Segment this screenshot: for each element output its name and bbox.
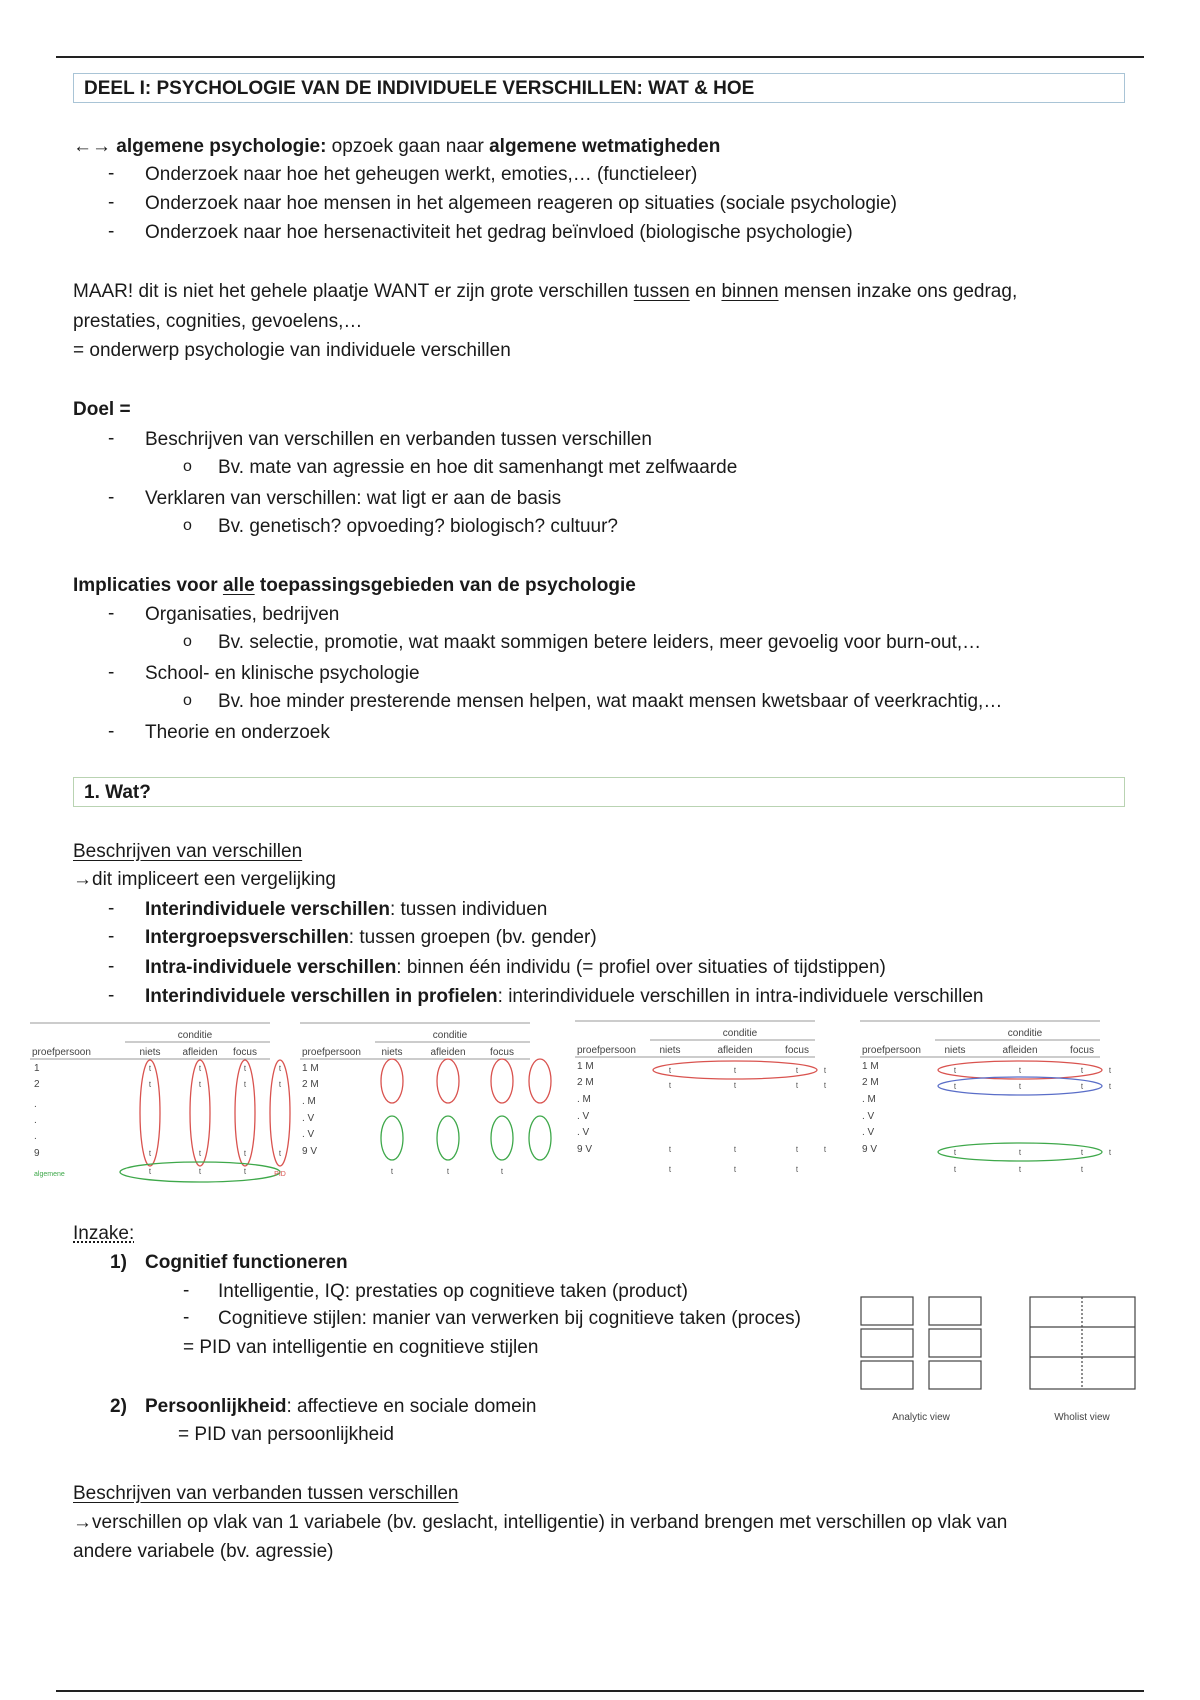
item1-subitem: Intelligentie, IQ: prestaties op cognitieve taken (product)	[218, 1281, 688, 1302]
maar-paragraph-line3: = onderwerp psychologie van individuele verschillen	[73, 340, 511, 361]
svg-text:. V: . V	[862, 1127, 875, 1138]
analytic-wholist-figure	[855, 1295, 1145, 1425]
svg-text:t: t	[148, 1080, 152, 1089]
wholist-view-grid	[1030, 1297, 1135, 1389]
svg-text:1 M: 1 M	[862, 1061, 879, 1072]
svg-text:t: t	[953, 1165, 957, 1174]
svg-text:2 M: 2 M	[577, 1077, 594, 1088]
svg-text:t: t	[668, 1145, 672, 1154]
svg-text:afleiden: afleiden	[1002, 1045, 1038, 1056]
table-person-label: proefpersoon	[32, 1047, 91, 1058]
relations-heading: Beschrijven van verbanden tussen verschillen	[73, 1483, 459, 1504]
item1-subitem: Cognitieve stijlen: manier van verwerken bij cognitieve taken (proces)	[218, 1308, 801, 1329]
implications-item: Organisaties, bedrijven	[145, 604, 340, 625]
svg-text:proefpersoon: proefpersoon	[862, 1045, 921, 1056]
table-2	[300, 1023, 551, 1176]
item2-title: Persoonlijkheid: affectieve en sociale domein	[145, 1396, 537, 1417]
svg-text:t: t	[668, 1081, 672, 1090]
implications-title: Implicaties voor alle toepassingsgebieden van de psychologie	[73, 575, 636, 596]
difference-type-item: Interindividuele verschillen in profielen: interindividuele verschillen in intra-individuele verschillen	[145, 986, 984, 1007]
svg-text:niets: niets	[381, 1047, 403, 1058]
svg-text:t: t	[733, 1066, 737, 1075]
wholist-view-label: Wholist view	[1054, 1412, 1110, 1423]
table-col-label: niets	[139, 1047, 161, 1058]
difference-type-item: Intra-individuele verschillen: binnen één individu (= profiel over situaties of tijdstippen)	[145, 957, 886, 978]
table-row-label: .	[34, 1099, 37, 1110]
svg-text:t: t	[823, 1081, 827, 1090]
svg-text:t: t	[953, 1148, 957, 1157]
condition-tables-figure	[30, 1018, 1140, 1193]
table-condition-label: conditie	[177, 1030, 213, 1041]
item1-pid: = PID van intelligentie en cognitieve stijlen	[183, 1337, 539, 1358]
svg-text:. V: . V	[577, 1111, 590, 1122]
red-ellipse	[381, 1059, 403, 1103]
analytic-view-grid	[861, 1297, 981, 1389]
svg-text:t: t	[1080, 1082, 1084, 1091]
svg-text:t: t	[148, 1149, 152, 1158]
doel-title: Doel =	[73, 399, 131, 420]
describe-arrow-line: →dit impliceert een vergelijking	[73, 869, 336, 890]
svg-text:t: t	[243, 1167, 247, 1176]
svg-text:t: t	[668, 1165, 672, 1174]
svg-text:focus: focus	[1070, 1045, 1094, 1056]
table-4	[860, 1021, 1112, 1174]
svg-text:t: t	[1018, 1165, 1022, 1174]
svg-text:t: t	[390, 1167, 394, 1176]
svg-text:t: t	[198, 1149, 202, 1158]
svg-text:. M: . M	[302, 1096, 316, 1107]
implications-item: Theorie en onderzoek	[145, 722, 330, 743]
svg-text:conditie: conditie	[722, 1028, 758, 1039]
doel-item: Verklaren van verschillen: wat ligt er aan de basis	[145, 488, 562, 509]
svg-text:t: t	[278, 1149, 282, 1158]
svg-text:t: t	[148, 1064, 152, 1073]
inzake-heading: Inzake:	[73, 1223, 135, 1244]
implications-subitem: Bv. hoe minder presterende mensen helpen, wat maakt mensen kwetsbaar of veerkrachtig,…	[218, 691, 1003, 712]
svg-text:t: t	[278, 1064, 282, 1073]
difference-type-item: Intergroepsverschillen: tussen groepen (bv. gender)	[145, 927, 597, 948]
document-page: DEEL I: PSYCHOLOGIE VAN DE INDIVIDUELE VERSCHILLEN: WAT & HOE ←→ algemene psychologie: opzoek gaan naar algemene wetmatigheden - Onderzoek naar hoe het geheugen werkt, emoties,… (functieleer) - Onderzoek naar hoe mensen in het algemeen reageren op situaties (sociale psychologie) - Onderzoek naar hoe hersenactiviteit het gedrag beïnvloed (biologische psychologie) MAAR! dit is niet het gehele plaatje WANT er zijn grote verschillen tussen en binnen mensen inzake ons gedrag, prestaties, cognities, gevoelens,… = onderwerp psychologie van individuele verschillen Doel = - Beschrijven van verschillen en verbanden tussen verschillen o Bv. mate van agressie en hoe dit samenhangt met zelfwaarde - Verklaren van verschillen: wat ligt er aan de basis o Bv. genetisch? opvoeding? biologisch? cultuur? Implicaties voor alle toepassingsgebieden van de psychologie - Organisaties, bedrijven o Bv. selectie, promotie, wat maakt sommigen betere leiders, meer gevoelig voor burn-out,… - School- en klinische psychologie o Bv. hoe minder presterende mensen helpen, wat maakt mensen kwetsbaar of veerkrachtig,… - Theorie en onderzoek 1. Wat? Beschrijven van verschillen →dit impliceert een vergelijking - Interindividuele verschillen: tussen individuen - Intergroepsverschillen: tussen groepen (bv. gender) - Intra-individuele verschillen: binnen één individu (= profiel over situaties of tijdstippen) - Interindividuele verschillen in profielen: interindividuele verschillen in intra-individuele verschillen conditie proefpersoon niets afleiden focus 1 2 . . . 9 t t t t t t t t t t t t t t t algemene PID conditie proefpersoon niets afleiden focus 1 M 2 M . M . V . V 9 V t t t conditie proefpersoon niets afleiden focus 1 M 2 M . M . V . V 9 V t t t t t t t t t t t t t t t conditie proefpersoon niets afleiden focus 1 M 2 M . M . V . V 9 V t t t t t t t t t t t t t t t Inzake: 1) Cognitief functioneren - Intelligentie, IQ: prestaties op cognitieve taken (product) - Cognitieve stijlen: manier van verwerken bij cognitieve taken (proces) = PID van intelligentie en cognitieve stijlen 2) Persoonlijkheid: affectieve en sociale domein = PID van persoonlijkheid Analytic view Wholist view Beschrijven van verbanden tussen verschillen →verschillen op vlak van 1 variabele (bv. geslacht, intelligentie) in verband brengen met verschillen op vlak van andere variabele (bv. agressie)	[0, 0, 1200, 1700]
svg-text:2 M: 2 M	[302, 1079, 319, 1090]
svg-text:t: t	[243, 1080, 247, 1089]
general-item: Onderzoek naar hoe mensen in het algemeen reageren op situaties (sociale psychologie)	[145, 193, 898, 214]
svg-text:t: t	[1018, 1066, 1022, 1075]
algemene-label: algemene	[34, 1171, 65, 1178]
svg-text:t: t	[795, 1165, 799, 1174]
green-ellipse	[381, 1116, 403, 1160]
svg-text:. M: . M	[577, 1094, 591, 1105]
svg-text:t: t	[668, 1066, 672, 1075]
svg-text:. V: . V	[302, 1129, 315, 1140]
general-item: Onderzoek naar hoe hersenactiviteit het gedrag beïnvloed (biologische psychologie)	[145, 222, 853, 243]
doel-item: Beschrijven van verschillen en verbanden tussen verschillen	[145, 429, 652, 450]
svg-text:t: t	[823, 1066, 827, 1075]
svg-text:t: t	[198, 1080, 202, 1089]
table-col-label: afleiden	[182, 1047, 218, 1058]
item1-title: Cognitief functioneren	[145, 1252, 348, 1273]
svg-text:1 M: 1 M	[577, 1061, 594, 1072]
table-row-label: 1	[34, 1063, 40, 1074]
svg-text:t: t	[446, 1167, 450, 1176]
maar-paragraph-line2: prestaties, cognities, gevoelens,…	[73, 311, 363, 332]
top-rule	[56, 56, 1144, 58]
svg-text:t: t	[733, 1165, 737, 1174]
svg-text:t: t	[148, 1167, 152, 1176]
svg-text:. V: . V	[862, 1111, 875, 1122]
table-row-label: .	[34, 1115, 37, 1126]
section-title-deel-1: DEEL I: PSYCHOLOGIE VAN DE INDIVIDUELE VERSCHILLEN: WAT & HOE	[73, 73, 1125, 103]
svg-text:proefpersoon: proefpersoon	[302, 1047, 361, 1058]
svg-text:t: t	[795, 1145, 799, 1154]
red-ellipse	[491, 1059, 513, 1103]
table-1	[30, 1023, 290, 1182]
condition-tables-svg	[30, 1018, 1140, 1193]
svg-text:t: t	[733, 1081, 737, 1090]
svg-text:. M: . M	[862, 1094, 876, 1105]
green-ellipse	[529, 1116, 551, 1160]
views-svg	[855, 1295, 1145, 1425]
svg-text:2 M: 2 M	[862, 1077, 879, 1088]
svg-text:t: t	[795, 1081, 799, 1090]
svg-text:t: t	[198, 1167, 202, 1176]
svg-text:9 V: 9 V	[862, 1144, 878, 1155]
svg-text:t: t	[953, 1066, 957, 1075]
item1-number: 1)	[110, 1252, 127, 1273]
svg-text:t: t	[823, 1145, 827, 1154]
svg-text:. V: . V	[302, 1113, 315, 1124]
analytic-view-label: Analytic view	[892, 1412, 950, 1423]
svg-text:. V: . V	[577, 1127, 590, 1138]
svg-text:conditie: conditie	[1007, 1028, 1043, 1039]
svg-text:t: t	[243, 1149, 247, 1158]
svg-text:afleiden: afleiden	[430, 1047, 466, 1058]
svg-text:t: t	[1108, 1066, 1112, 1075]
table-col-label: focus	[233, 1047, 257, 1058]
implications-item: School- en klinische psychologie	[145, 663, 420, 684]
difference-type-item: Interindividuele verschillen: tussen individuen	[145, 899, 548, 920]
svg-text:t: t	[1108, 1082, 1112, 1091]
section-title-wat: 1. Wat?	[73, 777, 1125, 807]
svg-text:t: t	[1080, 1148, 1084, 1157]
svg-text:proefpersoon: proefpersoon	[577, 1045, 636, 1056]
svg-text:t: t	[1080, 1066, 1084, 1075]
svg-text:1 M: 1 M	[302, 1063, 319, 1074]
svg-text:t: t	[500, 1167, 504, 1176]
doel-subitem: Bv. genetisch? opvoeding? biologisch? cultuur?	[218, 516, 618, 537]
svg-text:9 V: 9 V	[577, 1144, 593, 1155]
implications-subitem: Bv. selectie, promotie, wat maakt sommigen betere leiders, meer gevoelig voor burn-out,…	[218, 632, 982, 653]
relations-line1: →verschillen op vlak van 1 variabele (bv. geslacht, intelligentie) in verband brengen met verschillen op vlak van	[73, 1512, 1008, 1533]
svg-text:t: t	[953, 1082, 957, 1091]
pid-label: PID	[274, 1171, 286, 1178]
svg-text:t: t	[733, 1145, 737, 1154]
svg-text:t: t	[198, 1064, 202, 1073]
bottom-rule	[56, 1690, 1144, 1692]
doel-subitem: Bv. mate van agressie en hoe dit samenhangt met zelfwaarde	[218, 457, 738, 478]
svg-text:conditie: conditie	[432, 1030, 468, 1041]
svg-text:t: t	[1018, 1082, 1022, 1091]
svg-text:9 V: 9 V	[302, 1146, 318, 1157]
svg-text:t: t	[243, 1064, 247, 1073]
svg-text:t: t	[1018, 1148, 1022, 1157]
table-row-label: .	[34, 1131, 37, 1142]
green-ellipse	[437, 1116, 459, 1160]
svg-text:t: t	[795, 1066, 799, 1075]
svg-text:t: t	[1080, 1165, 1084, 1174]
describe-heading: Beschrijven van verschillen	[73, 841, 303, 862]
general-psychology-line: ←→ algemene psychologie: opzoek gaan naar algemene wetmatigheden	[73, 136, 721, 157]
green-ellipse	[491, 1116, 513, 1160]
red-ellipse	[529, 1059, 551, 1103]
svg-text:t: t	[1108, 1148, 1112, 1157]
red-ellipse	[437, 1059, 459, 1103]
general-item: Onderzoek naar hoe het geheugen werkt, emoties,… (functieleer)	[145, 164, 698, 185]
relations-line2: andere variabele (bv. agressie)	[73, 1541, 334, 1562]
table-row-label: 2	[34, 1079, 40, 1090]
item2-pid: = PID van persoonlijkheid	[178, 1424, 394, 1445]
svg-text:focus: focus	[785, 1045, 809, 1056]
svg-text:niets: niets	[944, 1045, 966, 1056]
svg-text:focus: focus	[490, 1047, 514, 1058]
table-3	[575, 1021, 827, 1174]
svg-text:niets: niets	[659, 1045, 681, 1056]
maar-paragraph-line1: MAAR! dit is niet het gehele plaatje WANT er zijn grote verschillen tussen en binnen mensen inzake ons gedrag,	[73, 281, 1018, 302]
table-row-label: 9	[34, 1148, 40, 1159]
svg-text:t: t	[278, 1080, 282, 1089]
svg-text:afleiden: afleiden	[717, 1045, 753, 1056]
item2-number: 2)	[110, 1396, 127, 1417]
